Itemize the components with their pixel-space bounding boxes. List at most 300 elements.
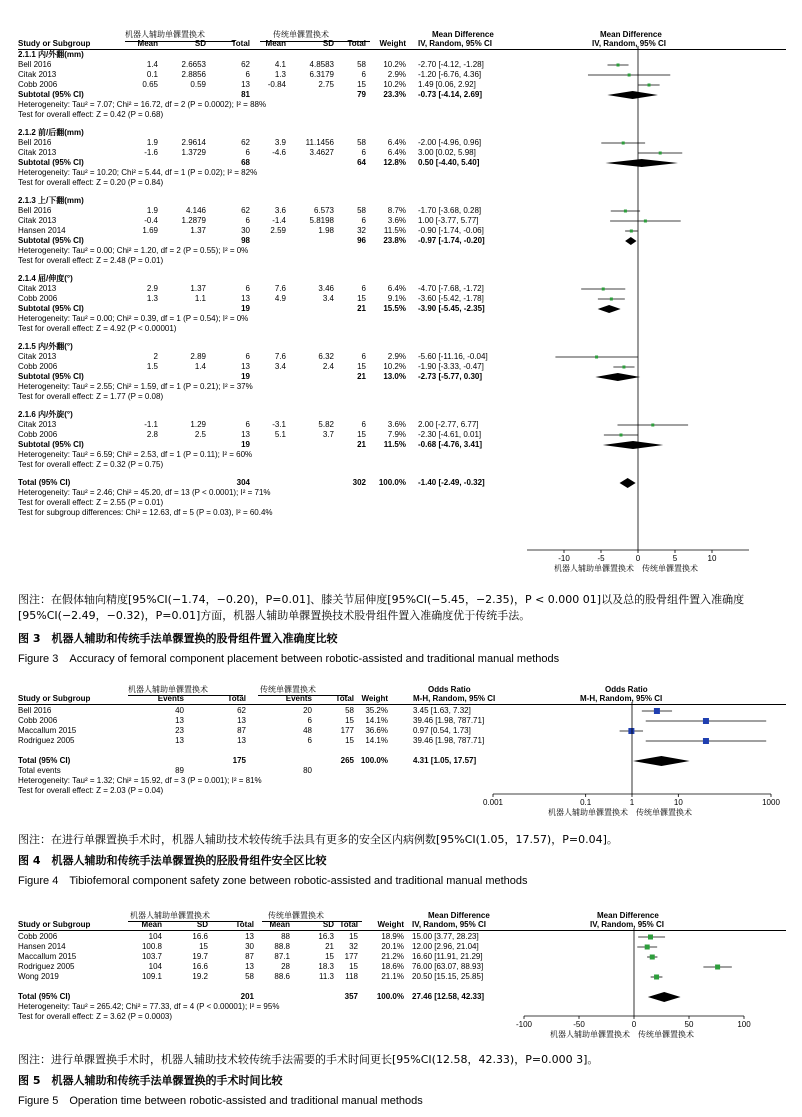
- effect-ci: -2.70 [-4.12, -1.28]: [418, 60, 484, 69]
- overall-effect: Test for overall effect: Z = 0.42 (P = 0.68): [18, 110, 164, 119]
- ctl-mean: 7.6: [274, 352, 286, 361]
- weight: 10.2%: [383, 80, 406, 89]
- exp-total: 87: [237, 726, 246, 735]
- subgroup-title-text: 2.1.3 上/下翻(mm): [18, 196, 84, 205]
- col-plot-ci: IV, Random, 95% CI: [592, 39, 666, 48]
- figure-5-forest-plot: [0, 906, 802, 1046]
- pooled-diamond: [607, 91, 658, 99]
- ctl-total: 6: [361, 284, 366, 293]
- weight: 8.7%: [387, 206, 406, 215]
- effect-ci: 39.46 [1.98, 787.71]: [413, 736, 485, 745]
- ctl-total: 58: [357, 138, 366, 147]
- ctl-events: 20: [303, 706, 312, 715]
- exp-mean: 104: [148, 962, 162, 971]
- figure-4-caption-cn: 图 4 机器人辅助和传统手法单髁置换的胫股骨组件安全区比较: [18, 854, 327, 867]
- x-tick-label: 5: [672, 554, 678, 563]
- weight: 15.5%: [383, 304, 406, 313]
- ctl-total: 15: [345, 716, 354, 725]
- figure-4-caption-en: Figure 4 Tibiofemoral component safety zone between robotic-assisted and traditional manual methods: [18, 875, 528, 887]
- effect-ci: -1.40 [-2.49, -0.32]: [418, 478, 485, 487]
- heterogeneity: Heterogeneity: Tau² = 10.20; Chi² = 5.44, df = 1 (P = 0.02); I² = 82%: [18, 168, 258, 177]
- ctl-sd: 11.3: [319, 972, 334, 981]
- plot-header: Mean Difference: [600, 30, 662, 39]
- col-ci: IV, Random, 95% CI: [412, 920, 486, 929]
- exp-total: 13: [237, 736, 246, 745]
- study-marker: [650, 955, 655, 960]
- col-events-2: Events: [285, 694, 312, 703]
- col-mean-1: Mean: [141, 920, 162, 929]
- ctl-mean: 7.6: [274, 284, 286, 293]
- effect-ci: 3.00 [0.02, 5.98]: [418, 148, 476, 157]
- subgroup-title-text: 2.1.5 内/外翻(°): [18, 342, 73, 351]
- figure-5-note: 图注：进行单髁置换手术时，机器人辅助技术较传统手法需要的手术时间更长[95%CI(12.58，42.33)，P=0.000 3]。: [18, 1053, 599, 1066]
- effect-ci: 39.46 [1.98, 787.71]: [413, 716, 485, 725]
- col-ci: M-H, Random, 95% CI: [413, 694, 496, 703]
- pooled-diamond: [605, 159, 678, 167]
- exp-mean: -1.6: [144, 148, 158, 157]
- ctl-sd: 18.3: [318, 962, 334, 971]
- exp-total: 58: [245, 972, 254, 981]
- ctl-total: 58: [345, 706, 354, 715]
- exp-total: 175: [232, 756, 246, 765]
- ctl-mean: 4.9: [274, 294, 286, 303]
- ctl-mean: 3.4: [274, 362, 286, 371]
- ctl-sd: 5.8198: [309, 216, 334, 225]
- exp-events: 13: [175, 736, 184, 745]
- ctl-sd: 3.4: [322, 294, 334, 303]
- ctl-sd: 1.98: [318, 226, 334, 235]
- effect-ci: -0.73 [-4.14, 2.69]: [418, 90, 483, 99]
- weight: 18.9%: [381, 932, 404, 941]
- ctl-total: 32: [349, 942, 358, 951]
- ctl-sd: 6.32: [318, 352, 334, 361]
- ctl-total: 64: [357, 158, 366, 167]
- ctl-events-total: 80: [303, 766, 312, 775]
- total-label: Total (95% CI): [18, 756, 71, 765]
- ctl-total: 118: [345, 972, 358, 981]
- x-tick-label: -50: [573, 1020, 585, 1029]
- study-marker: [622, 142, 625, 145]
- pooled-diamond: [620, 478, 636, 488]
- exp-mean: 1.5: [146, 362, 158, 371]
- weight: 10.2%: [383, 362, 406, 371]
- col-sd-2: SD: [322, 39, 334, 48]
- exp-total: 13: [241, 430, 250, 439]
- figure-4-plot-area: [0, 682, 802, 822]
- exp-sd: 1.37: [190, 284, 206, 293]
- study-marker: [610, 298, 613, 301]
- col-total-2: Total: [339, 920, 358, 929]
- ctl-events: 6: [307, 716, 312, 725]
- subgroup-title-text: 2.1.6 内/外旋(°): [18, 410, 73, 419]
- weight: 7.9%: [387, 430, 406, 439]
- study-marker: [703, 718, 709, 724]
- ctl-total: 15: [357, 430, 366, 439]
- ctl-mean: 88.8: [274, 942, 290, 951]
- exp-total: 304: [236, 478, 250, 487]
- exp-events: 13: [175, 716, 184, 725]
- effect-ci: 20.50 [15.15, 25.85]: [412, 972, 484, 981]
- heterogeneity: Heterogeneity: Tau² = 0.00; Chi² = 1.20, df = 2 (P = 0.55); I² = 0%: [18, 246, 249, 255]
- study-name: Wong 2019: [18, 972, 59, 981]
- study-name: Citak 2013: [18, 216, 57, 225]
- col-sd-1: SD: [194, 39, 206, 48]
- figure-5-caption-cn: 图 5 机器人辅助和传统手法单髁置换的手术时间比较: [18, 1074, 283, 1087]
- weight: 23.3%: [383, 90, 406, 99]
- ctl-total: 15: [357, 80, 366, 89]
- exp-total: 13: [241, 294, 250, 303]
- exp-sd: 16.6: [192, 962, 208, 971]
- exp-sd: 1.1: [194, 294, 206, 303]
- ctl-sd: 2.4: [322, 362, 334, 371]
- study-name: Citak 2013: [18, 420, 57, 429]
- ctl-events: 6: [307, 736, 312, 745]
- weight: 100.0%: [378, 478, 406, 487]
- exp-mean: 0.1: [146, 70, 158, 79]
- study-name: Cobb 2006: [18, 362, 58, 371]
- exp-sd: 16.6: [192, 932, 208, 941]
- pooled-diamond: [633, 756, 690, 766]
- weight: 100.0%: [360, 756, 388, 765]
- experimental-group-header: 机器人辅助单髁置换术: [125, 30, 205, 39]
- weight: 13.0%: [383, 372, 406, 381]
- pooled-diamond: [625, 237, 636, 245]
- ctl-sd: 3.7: [322, 430, 334, 439]
- exp-total: 13: [245, 932, 254, 941]
- ctl-mean: 2.59: [270, 226, 286, 235]
- weight: 9.1%: [387, 294, 406, 303]
- x-tick-label: 10: [673, 798, 683, 807]
- study-name: Cobb 2006: [18, 80, 58, 89]
- weight: 21.1%: [381, 972, 404, 981]
- exp-total: 30: [245, 942, 254, 951]
- effect-ci: -0.68 [-4.76, 3.41]: [418, 440, 483, 449]
- figure-3-caption-en: Figure 3 Accuracy of femoral component placement between robotic-assisted and traditional manual methods: [18, 653, 560, 665]
- effect-ci: 2.00 [-2.77, 6.77]: [418, 420, 479, 429]
- exp-total: 13: [237, 716, 246, 725]
- study-name: Hansen 2014: [18, 226, 66, 235]
- ctl-mean: 3.6: [274, 206, 286, 215]
- col-weight: Weight: [361, 694, 388, 703]
- ctl-total: 15: [357, 362, 366, 371]
- ctl-mean: -0.84: [267, 80, 286, 89]
- exp-total: 19: [241, 304, 250, 313]
- exp-total: 87: [245, 952, 254, 961]
- ctl-total: 32: [357, 226, 366, 235]
- study-name: Rodriguez 2005: [18, 962, 75, 971]
- study-marker: [619, 434, 622, 437]
- col-study: Study or Subgroup: [18, 920, 91, 929]
- ctl-sd: 6.3179: [309, 70, 334, 79]
- overall-effect: Test for overall effect: Z = 4.92 (P < 0.00001): [18, 324, 177, 333]
- ctl-total: 15: [345, 736, 354, 745]
- study-name: Cobb 2006: [18, 716, 58, 725]
- exp-total: 62: [241, 206, 250, 215]
- overall-effect: Test for overall effect: Z = 2.48 (P = 0.01): [18, 256, 164, 265]
- ctl-mean: 5.1: [274, 430, 286, 439]
- footer-line: Test for overall effect: Z = 3.62 (P = 0.0003): [18, 1012, 173, 1021]
- weight: 14.1%: [365, 736, 388, 745]
- exp-events: 40: [175, 706, 184, 715]
- exp-mean: 100.8: [141, 942, 162, 951]
- col-total-1: Total: [231, 39, 250, 48]
- exp-sd: 4.146: [185, 206, 206, 215]
- ctl-sd: 16.3: [318, 932, 334, 941]
- pooled-diamond: [648, 992, 681, 1002]
- study-marker: [622, 366, 625, 369]
- favours-control: 传统单髁置换术: [642, 564, 698, 573]
- exp-total: 30: [241, 226, 250, 235]
- exp-total: 201: [240, 992, 254, 1001]
- study-marker: [648, 84, 651, 87]
- x-tick-label: 0.001: [482, 798, 504, 807]
- col-plot-ci: IV, Random, 95% CI: [590, 920, 664, 929]
- figure-4-forest-plot: [0, 682, 802, 822]
- ctl-events: 48: [303, 726, 312, 735]
- effect-ci: 3.45 [1.63, 7.32]: [413, 706, 471, 715]
- weight: 6.4%: [387, 148, 406, 157]
- weight: 11.5%: [383, 226, 406, 235]
- study-name: Citak 2013: [18, 148, 57, 157]
- exp-sd: 2.6653: [181, 60, 206, 69]
- overall-effect: Test for overall effect: Z = 0.20 (P = 0.84): [18, 178, 164, 187]
- study-name: Bell 2016: [18, 60, 52, 69]
- exp-events: 23: [175, 726, 184, 735]
- subgroup-title-text: 2.1.1 内/外翻(mm): [18, 50, 84, 59]
- ctl-total: 177: [344, 952, 358, 961]
- subtotal-label: Subtotal (95% CI): [18, 440, 84, 449]
- pooled-diamond: [603, 441, 663, 449]
- col-mean-2: Mean: [269, 920, 290, 929]
- exp-mean: 1.3: [146, 294, 158, 303]
- exp-total: 6: [245, 148, 250, 157]
- figure-3-note: 图注：在假体轴向精度[95%CI(−1.74，−0.20)，P=0.01]、膝关节屈伸度[95%CI(−5.45，−2.35)，P < 0.000 01]以及总的股骨组件置入准确度[95%CI(−2.49，−0.32)，P=0.01]方面，机器人辅助单髁置换技术股骨组件置入准确度优于传统手法。: [18, 593, 745, 622]
- weight: 11.5%: [383, 440, 406, 449]
- effect-ci: -2.00 [-4.96, 0.96]: [418, 138, 482, 147]
- exp-mean: 1.4: [146, 60, 158, 69]
- effect-ci: -5.60 [-11.16, -0.04]: [418, 352, 488, 361]
- footer-line: Heterogeneity: Tau² = 1.32; Chi² = 15.92, df = 3 (P = 0.001); I² = 81%: [18, 776, 262, 785]
- exp-sd: 2.5: [194, 430, 206, 439]
- x-tick-label: 0: [631, 1020, 637, 1029]
- study-marker: [651, 424, 654, 427]
- favours-control: 传统单髁置换术: [636, 808, 692, 817]
- overall-effect: Test for overall effect: Z = 0.32 (P = 0.75): [18, 460, 164, 469]
- weight: 18.6%: [381, 962, 404, 971]
- figure-5-plot-area: [0, 906, 802, 1046]
- weight: 10.2%: [383, 60, 406, 69]
- ctl-total: 15: [349, 932, 358, 941]
- study-marker: [628, 74, 631, 77]
- exp-sd: 2.8856: [181, 70, 206, 79]
- weight: 35.2%: [365, 706, 388, 715]
- subtotal-label: Subtotal (95% CI): [18, 304, 84, 313]
- control-group-header: 传统单髁置换术: [273, 30, 329, 39]
- col-mean-2: Mean: [265, 39, 286, 48]
- effect-ci: 1.49 [0.06, 2.92]: [418, 80, 476, 89]
- ctl-total: 302: [352, 478, 366, 487]
- exp-total: 19: [241, 372, 250, 381]
- x-tick-label: -10: [558, 554, 570, 563]
- ctl-mean: 3.9: [274, 138, 286, 147]
- exp-sd: 1.37: [190, 226, 206, 235]
- study-name: Maccallum 2015: [18, 952, 77, 961]
- exp-mean: 1.9: [146, 206, 158, 215]
- ctl-total: 6: [361, 216, 366, 225]
- exp-sd: 1.4: [194, 362, 206, 371]
- effect-ci: -3.90 [-5.45, -2.35]: [418, 304, 485, 313]
- exp-sd: 15: [199, 942, 208, 951]
- study-marker: [624, 210, 627, 213]
- exp-total: 6: [245, 352, 250, 361]
- ctl-total: 58: [357, 60, 366, 69]
- heterogeneity: Heterogeneity: Tau² = 2.55; Chi² = 1.59, df = 1 (P = 0.21); I² = 37%: [18, 382, 253, 391]
- exp-sd: 0.59: [190, 80, 206, 89]
- effect-ci: 4.31 [1.05, 17.57]: [413, 756, 477, 765]
- total-label: Total (95% CI): [18, 478, 71, 487]
- favours-experimental: 机器人辅助单髁置换术: [554, 564, 634, 573]
- study-name: Bell 2016: [18, 138, 52, 147]
- exp-sd: 1.3729: [181, 148, 206, 157]
- study-marker: [630, 230, 633, 233]
- study-name: Cobb 2006: [18, 294, 58, 303]
- exp-mean: -1.1: [144, 420, 158, 429]
- weight: 23.8%: [383, 236, 406, 245]
- exp-total: 68: [241, 158, 250, 167]
- effect-ci: 16.60 [11.91, 21.29]: [412, 952, 483, 961]
- weight: 2.9%: [387, 70, 406, 79]
- ctl-sd: 15: [325, 952, 334, 961]
- ctl-sd: 21: [325, 942, 334, 951]
- favours-control: 传统单髁置换术: [638, 1030, 694, 1039]
- study-name: Maccallum 2015: [18, 726, 77, 735]
- study-name: Citak 2013: [18, 352, 57, 361]
- control-group-header: 传统单髁置换术: [260, 685, 316, 694]
- footer-line: Test for subgroup differences: Chi² = 12.63, df = 5 (P = 0.03), I² = 60.4%: [18, 508, 273, 517]
- ctl-total: 15: [357, 294, 366, 303]
- weight: 36.6%: [365, 726, 388, 735]
- ctl-total: 6: [361, 148, 366, 157]
- ctl-total: 79: [357, 90, 366, 99]
- study-name: Bell 2016: [18, 706, 52, 715]
- favours-experimental: 机器人辅助单髁置换术: [548, 808, 628, 817]
- ctl-total: 58: [357, 206, 366, 215]
- subgroup-title-text: 2.1.2 前/后翻(mm): [18, 128, 84, 137]
- exp-total: 6: [245, 284, 250, 293]
- weight: 100.0%: [376, 992, 404, 1001]
- ctl-mean: -3.1: [272, 420, 286, 429]
- ctl-sd: 4.8583: [309, 60, 334, 69]
- exp-total: 62: [241, 138, 250, 147]
- subtotal-label: Subtotal (95% CI): [18, 236, 84, 245]
- study-name: Citak 2013: [18, 70, 57, 79]
- pooled-diamond: [595, 373, 640, 381]
- exp-mean: 1.69: [142, 226, 158, 235]
- exp-total: 6: [245, 216, 250, 225]
- ctl-total: 265: [340, 756, 354, 765]
- weight: 3.6%: [387, 420, 406, 429]
- ctl-sd: 3.46: [318, 284, 334, 293]
- x-tick-label: 10: [707, 554, 717, 563]
- weight: 2.9%: [387, 352, 406, 361]
- weight: 6.4%: [387, 138, 406, 147]
- exp-sd: 19.7: [192, 952, 208, 961]
- col-events-1: Events: [157, 694, 184, 703]
- effect-ci: 0.50 [-4.40, 5.40]: [418, 158, 480, 167]
- exp-sd: 2.9614: [181, 138, 206, 147]
- heterogeneity: Heterogeneity: Tau² = 0.00; Chi² = 0.39, df = 1 (P = 0.54); I² = 0%: [18, 314, 249, 323]
- study-marker: [628, 728, 634, 734]
- ctl-mean: 1.3: [274, 70, 286, 79]
- ctl-total: 96: [357, 236, 366, 245]
- ctl-total: 177: [340, 726, 354, 735]
- col-total-1: Total: [235, 920, 254, 929]
- effect-header: Odds Ratio: [428, 685, 471, 694]
- weight: 6.4%: [387, 284, 406, 293]
- col-total-1: Total: [227, 694, 246, 703]
- weight: 3.6%: [387, 216, 406, 225]
- figure-3-caption-cn: 图 3 机器人辅助和传统手法单髁置换的股骨组件置入准确度比较: [18, 632, 338, 645]
- exp-total: 13: [241, 362, 250, 371]
- col-plot-ci: M-H, Random, 95% CI: [580, 694, 663, 703]
- col-total-2: Total: [335, 694, 354, 703]
- study-name: Hansen 2014: [18, 942, 66, 951]
- ctl-mean: 88: [281, 932, 290, 941]
- study-name: Rodriguez 2005: [18, 736, 75, 745]
- footer-line: Heterogeneity: Tau² = 265.42; Chi² = 77.33, df = 4 (P < 0.00001); I² = 95%: [18, 1002, 280, 1011]
- x-tick-label: 0: [635, 554, 641, 563]
- exp-events-total: 89: [175, 766, 184, 775]
- ctl-mean: -1.4: [272, 216, 286, 225]
- footer-line: Heterogeneity: Tau² = 2.46; Chi² = 45.20, df = 13 (P < 0.0001); I² = 71%: [18, 488, 271, 497]
- subgroup-title-text: 2.1.4 屈/伸度(°): [18, 274, 73, 283]
- study-marker: [654, 975, 659, 980]
- x-tick-label: -100: [515, 1020, 533, 1029]
- col-total-2: Total: [347, 39, 366, 48]
- ctl-total: 21: [357, 372, 366, 381]
- ctl-mean: 87.1: [274, 952, 290, 961]
- favours-experimental: 机器人辅助单髁置换术: [550, 1030, 630, 1039]
- study-name: Bell 2016: [18, 206, 52, 215]
- effect-ci: -1.70 [-3.68, 0.28]: [418, 206, 482, 215]
- effect-ci: -2.30 [-4.61, 0.01]: [418, 430, 482, 439]
- total-label: Total (95% CI): [18, 992, 71, 1001]
- exp-total: 13: [245, 962, 254, 971]
- effect-ci: -2.73 [-5.77, 0.30]: [418, 372, 483, 381]
- ctl-mean: 88.6: [274, 972, 290, 981]
- effect-ci: -0.97 [-1.74, -0.20]: [418, 236, 485, 245]
- footer-line: Test for overall effect: Z = 2.55 (P = 0.01): [18, 498, 164, 507]
- subtotal-label: Subtotal (95% CI): [18, 372, 84, 381]
- ctl-total: 15: [349, 962, 358, 971]
- plot-header: Odds Ratio: [605, 685, 648, 694]
- x-tick-label: 1: [629, 798, 635, 807]
- effect-ci: 1.00 [-3.77, 5.77]: [418, 216, 479, 225]
- exp-mean: 1.9: [146, 138, 158, 147]
- effect-ci: -1.20 [-6.76, 4.36]: [418, 70, 482, 79]
- exp-mean: -0.4: [144, 216, 158, 225]
- ctl-sd: 6.573: [313, 206, 334, 215]
- exp-total: 98: [241, 236, 250, 245]
- exp-mean: 2.9: [146, 284, 158, 293]
- subtotal-label: Subtotal (95% CI): [18, 158, 84, 167]
- control-group-header: 传统单髁置换术: [268, 911, 324, 920]
- effect-ci: 27.46 [12.58, 42.33]: [412, 992, 485, 1001]
- ctl-sd: 5.82: [318, 420, 334, 429]
- exp-total: 62: [237, 706, 246, 715]
- effect-header: Mean Difference: [428, 911, 490, 920]
- exp-sd: 19.2: [192, 972, 208, 981]
